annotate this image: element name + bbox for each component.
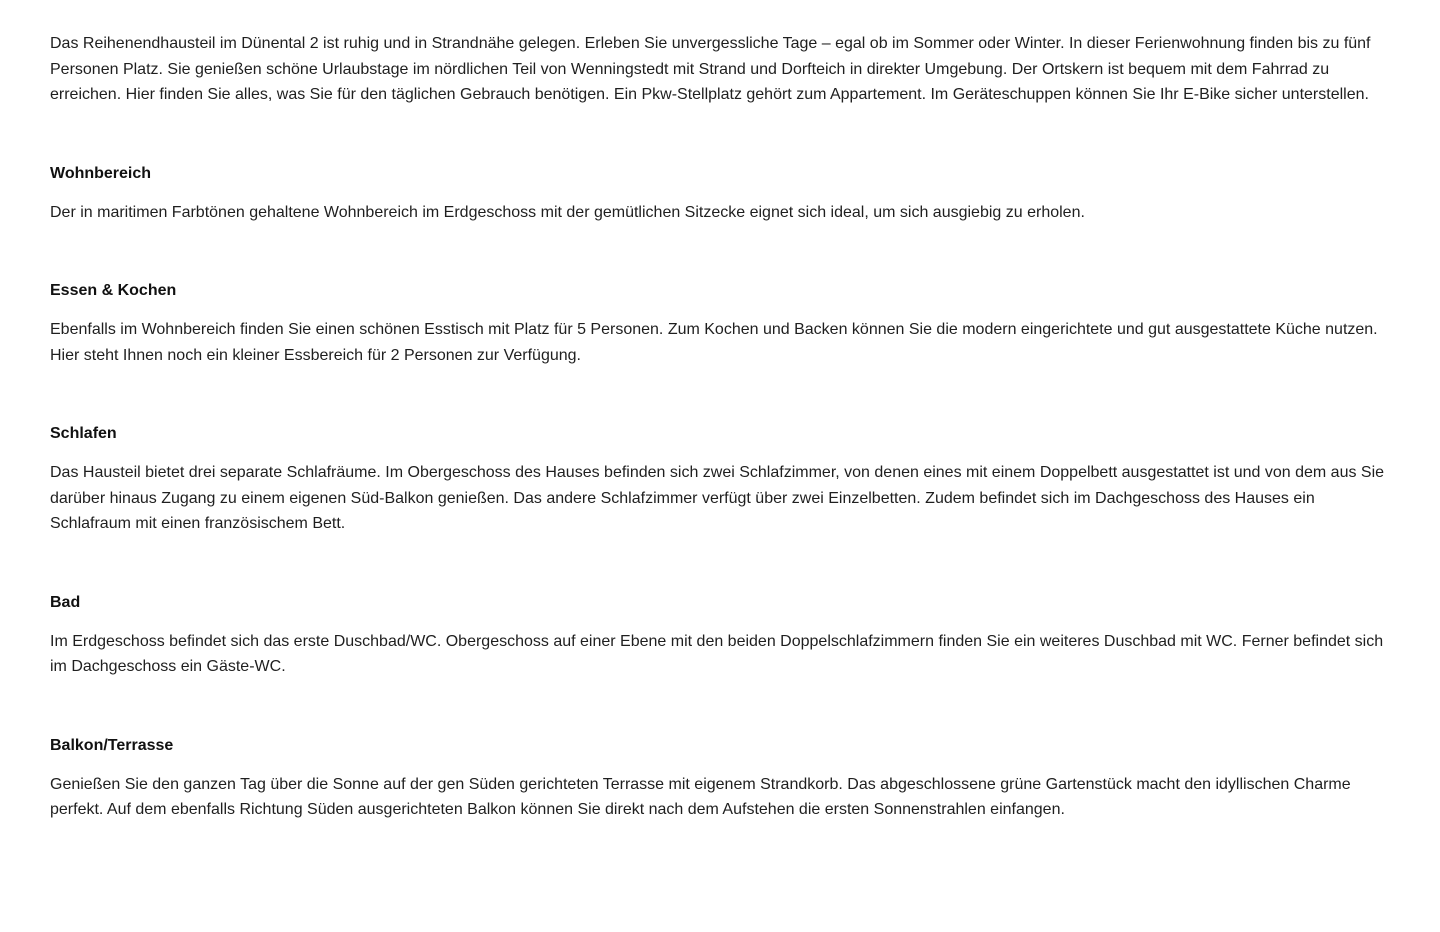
section-paragraph: Im Erdgeschoss befindet sich das erste Duschbad/WC. Obergeschoss auf einer Ebene mit den beiden Doppelschlafzimmern finden Sie ein weiteres Duschbad mit WC. Ferner befindet sich im Dachgeschoss ein Gäste-WC. — [50, 632, 1384, 675]
section-paragraph: Genießen Sie den ganzen Tag über die Sonne auf der gen Süden gerichteten Terrasse mit eigenem Strandkorb. Das abgeschlossene grüne Gartenstück macht den idyllischen Charme perfekt. Auf dem ebenfalls Richtung Süden ausgerichteten Balkon können Sie direkt nach dem Aufstehen die ersten Sonnenstrahlen einfangen. — [50, 775, 1351, 818]
section-heading: Bad — [50, 593, 81, 611]
section-heading: Schlafen — [50, 425, 117, 442]
section-paragraph: Ebenfalls im Wohnbereich finden Sie einen schönen Esstisch mit Platz für 5 Personen. Zum Kochen und Backen können Sie die modern eingerichtete und gut ausgestattete Küche nutzen. Hier steht Ihnen noch ein kleiner Essbereich für 2 Personen zur Verfügung. — [50, 321, 1378, 364]
section-heading: Balkon/Terrasse — [50, 736, 174, 754]
section-heading: Wohnbereich — [50, 164, 152, 182]
intro-paragraph: Das Reihenendhausteil im Dünental 2 ist ruhig und in Strandnähe gelegen. Erleben Sie unvergessliche Tage – egal ob im Sommer oder Winter. In dieser Ferienwohnung finden bis zu fünf Personen Platz. Sie genießen schöne Urlaubstage im nördlichen Teil von Wenningstedt mit Strand und Dorfteich in direkter Umgebung. Der Ortskern ist bequem mit dem Fahrrad zu erreichen. Hier finden Sie alles, was Sie für den täglichen Gebrauch benötigen. Ein Pkw-Stellplatz gehört zum Appartement. Im Geräteschuppen können Sie Ihr E-Bike sicher unterstellen. — [50, 35, 1371, 103]
section-paragraph: Das Hausteil bietet drei separate Schlafräume. Im Obergeschoss des Hauses befinden sich zwei Schlafzimmer, von denen eines mit einem Doppelbett ausgestattet ist und von dem aus Sie darüber hinaus Zugang zu einem eigenen Süd-Balkon genießen. Das andere Schlafzimmer verfügt über zwei Einzelbetten. Zudem befindet sich im Dachgeschoss des Hauses ein Schlafraum mit einen französischem Bett. — [50, 464, 1385, 532]
section-schlafen — [50, 421, 1400, 537]
section-essen-kochen — [50, 278, 1400, 368]
section-bad — [50, 590, 1400, 680]
section-paragraph: Der in maritimen Farbtönen gehaltene Wohnbereich im Erdgeschoss mit der gemütlichen Sitzecke eignet sich ideal, um sich ausgiebig zu erholen. — [50, 203, 1085, 221]
section-wohnbereich — [50, 161, 1400, 226]
section-balkon-terrasse — [50, 733, 1400, 823]
section-heading: Essen & Kochen — [50, 282, 177, 299]
